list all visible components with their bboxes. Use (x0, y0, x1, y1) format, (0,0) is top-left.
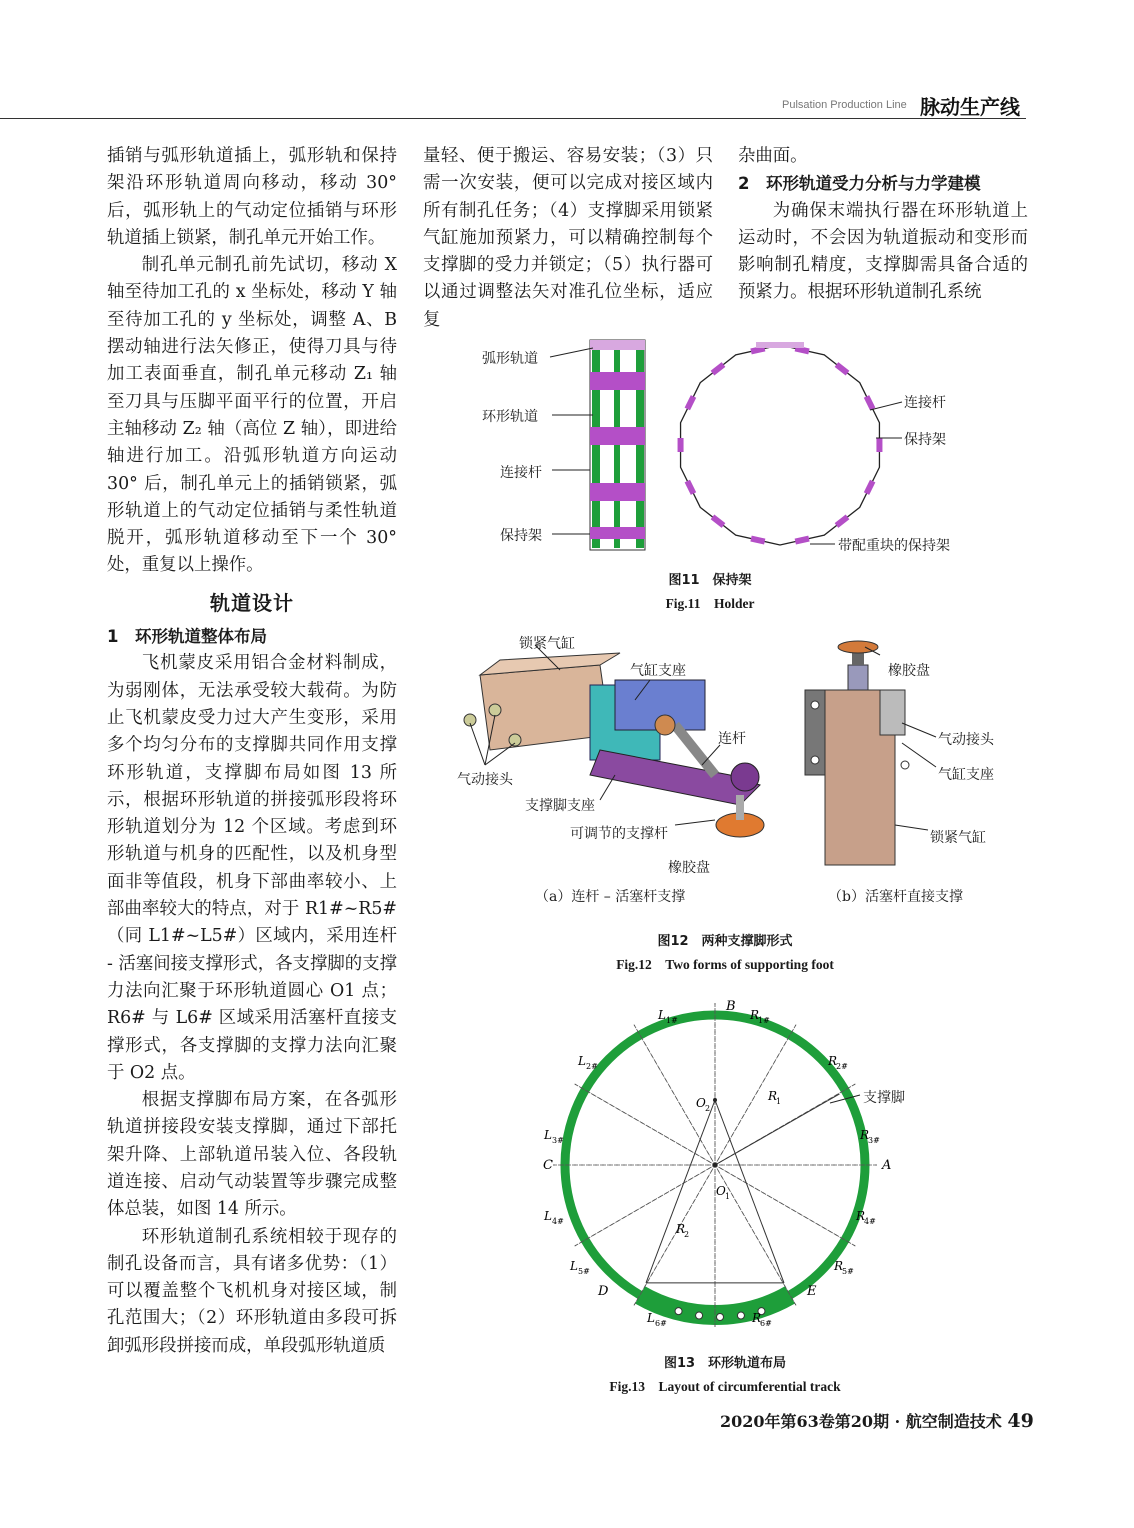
fig12-caption-en: Fig.12 Two forms of supporting foot (616, 957, 834, 972)
fig12-label-seat-b: 气缸支座 (938, 767, 994, 783)
fig11-caption-en: Fig.11 Holder (665, 596, 755, 611)
fig12-label-seat: 气缸支座 (630, 663, 686, 679)
point-B: B (726, 999, 736, 1014)
region-label-r2: R (828, 1054, 838, 1068)
fig12-label-pneu-b: 气动接头 (938, 732, 994, 748)
fig12-sub-a: （a）连杆 – 活塞杆支撑 (535, 889, 686, 905)
focus-point (713, 1098, 717, 1102)
region-subscript: 4# (864, 1217, 876, 1226)
region-label-r3: R (860, 1128, 870, 1142)
fig12-label-adj: 可调节的支撑杆 (570, 826, 668, 842)
support-foot-hole (675, 1308, 682, 1315)
point-C: C (543, 1158, 553, 1173)
running-header-en: Pulsation Production Line (782, 99, 907, 111)
paragraph: 根据支撑脚布局方案，在各弧形轨道拼接段安装支撑脚，通过下部托架升降、上部轨道吊装入位、各段轨道连接、启动气动装置等步骤完成整体总装，如图 14 所示。 (107, 1090, 397, 1220)
fig11-caption-cn: 图11 保持架 (668, 573, 752, 588)
region-subscript: 5# (842, 1267, 854, 1276)
svg-text:2: 2 (684, 1230, 690, 1239)
fig12-label-pad: 橡胶盘 (668, 860, 710, 876)
paragraph: 为确保末端执行器在环形轨道上运动时，不会因为轨道振动和变形而影响制孔精度，支撑脚需具备合适的预紧力。根据环形轨道制孔系统 (738, 200, 1028, 303)
holder-segment (835, 515, 850, 528)
region-subscript: 2# (586, 1062, 598, 1071)
subsection-heading: 2 环形轨道受力分析与力学建模 (738, 174, 981, 194)
fig12-label-pad-b: 橡胶盘 (888, 663, 930, 679)
svg-text:1: 1 (776, 1097, 782, 1106)
fig13-caption-en: Fig.13 Layout of circumferential track (609, 1379, 841, 1394)
subsection-heading: 1 环形轨道整体布局 (107, 627, 267, 647)
paragraph: 环形轨道制孔系统相较于现存的制孔设备而言，具有诸多优势：（1）可以覆盖整个飞机机身对接区域，制孔范围大；（2）环形轨道由多段可拆卸弧形段拼接而成，单段弧形轨道质 (107, 1226, 397, 1356)
region-label-l4: L (544, 1209, 552, 1223)
support-foot-hole (696, 1312, 703, 1319)
region-subscript: 6# (760, 1319, 772, 1328)
fig13-caption-cn: 图13 环形轨道布局 (663, 1356, 787, 1371)
holder-segment (795, 536, 810, 545)
region-subscript: 4# (552, 1217, 564, 1226)
holder-segment (835, 362, 850, 375)
journal-info: 2020年第63卷第20期 · 航空制造技术 (720, 1412, 1002, 1431)
fig12-label-pneu: 气动接头 (457, 772, 513, 788)
holder-segment (685, 395, 697, 410)
figure-13-track-layout (530, 995, 920, 1340)
running-header-cn: 脉动生产线 (920, 95, 1020, 119)
support-foot-hole (717, 1314, 724, 1321)
holder-segment (711, 515, 726, 528)
ring-outline (681, 345, 880, 545)
holder-segment (711, 362, 726, 375)
fig13-label-foot: 支撑脚 (863, 1090, 905, 1106)
fig11-label-holder-right: 保持架 (904, 432, 946, 448)
point-A: A (882, 1158, 892, 1173)
paragraph: 插销与弧形轨道插上，弧形轨和保持架沿环形轨道周向移动，移动 30° 后，弧形轨上的气动定位插销与环形轨道插上锁紧，制孔单元开始工作。 (107, 146, 397, 248)
region-subscript: 3# (552, 1136, 564, 1145)
holder-segment (685, 480, 697, 495)
region-label-r1: R (750, 1008, 760, 1022)
column-2 (423, 143, 713, 334)
holder-segment (678, 438, 684, 452)
fig12-label-link: 连杆 (718, 731, 746, 747)
paragraph: 飞机蒙皮采用铝合金材料制成，为弱刚体，无法承受较大载荷。为防止飞机蒙皮受力过大产生变形，采用多个均匀分布的支撑脚共同作用支撑环形轨道，支撑脚布局如图 13 所示，根据环形轨道的拼接弧形段将环形轨道划分为 12 个区域。考虑到环形轨道与机身的匹配性，以及机身型面非等值段，机身下部曲率较小、上部曲率较大的特点，对于 R1#~R5#（同 L1#~L5#）区域内，采用连杆 - 活塞间接支撑形式，各支撑脚的支撑力法向汇聚于环形轨道圆心 O1 点；R6# 与 L6# 区域采用活塞杆直接支撑形式，各支撑脚的支撑力法向汇聚于 O2 点。 (107, 653, 397, 1083)
point-O1: O (716, 1184, 726, 1198)
holder-strip-diagram (590, 340, 645, 550)
fig11-label-counterweight: 带配重块的保持架 (838, 538, 950, 554)
fig12-label-lock: 锁紧气缸 (519, 636, 575, 652)
fig11-label-rod-right: 连接杆 (904, 395, 946, 411)
holder-segment (864, 480, 876, 495)
section-heading: 轨道设计 (210, 590, 294, 615)
fig11-label-holder: 保持架 (500, 528, 542, 544)
region-labels (543, 1008, 880, 1328)
region-label-l5: L (570, 1259, 578, 1273)
page-footer (720, 1409, 1034, 1432)
force-line (646, 1100, 715, 1283)
fig11-label-rod: 连接杆 (500, 465, 542, 481)
arc-track-segment (756, 342, 804, 348)
column-3 (738, 143, 1028, 307)
point-D: D (598, 1284, 609, 1299)
fig12-sub-b: （b）活塞杆直接支撑 (828, 889, 963, 905)
region-label-l3: L (544, 1128, 552, 1142)
paragraph: 杂曲面。 (738, 146, 808, 166)
fig12-label-lock-b: 锁紧气缸 (930, 830, 986, 846)
point-E: E (807, 1284, 817, 1299)
region-subscript: 3# (868, 1136, 880, 1145)
holder-segment (864, 395, 876, 410)
region-label-l2: L (578, 1054, 586, 1068)
page-number: 49 (1007, 1410, 1034, 1432)
paragraph: 量轻、便于搬运、容易安装；（3）只需一次安装，便可以完成对接区域内所有制孔任务；（4）支撑脚采用锁紧气缸施加预紧力，可以精确控制每个支撑脚的受力并锁定；（5）执行器可以通过调整法矢对准孔位坐标，适应复 (423, 146, 713, 330)
radius-R2: R (676, 1222, 686, 1236)
track-layout-diagram (553, 1003, 877, 1327)
region-label-l6: L (647, 1311, 655, 1325)
support-foot-hole (737, 1312, 744, 1319)
header-rule (0, 118, 1026, 119)
fig12-label-base: 支撑脚支座 (525, 798, 595, 814)
radius-R1: R (768, 1089, 778, 1103)
region-subscript: 2# (836, 1062, 848, 1071)
region-label-r4: R (856, 1209, 866, 1223)
region-subscript: 1# (758, 1016, 770, 1025)
center-point (713, 1163, 718, 1168)
region-label-r5: R (834, 1259, 844, 1273)
region-subscript: 6# (655, 1319, 667, 1328)
holder-segment (876, 438, 882, 452)
paragraph: 制孔单元制孔前先试切，移动 X 轴至待加工孔的 x 坐标处，移动 Y 轴至待加工孔的 y 坐标处，调整 A、B 摆动轴进行法矢修正，使得刀具与待加工表面垂直，制孔单元移动 Z₁ 轴至刀具与压脚平面平行的位置，开启主轴移动 Z₂ 轴（高位 Z 轴），即进给轴进行加工。沿弧形轨道方向运动 30° 后，制孔单元上的插销锁紧，弧形轨道上的气动定位插销与柔性轨道脱开，弧形轨道移动至下一个 30° 处，重复以上操作。 (107, 255, 397, 576)
fig11-label-arc: 弧形轨道 (482, 351, 538, 367)
region-label-r6: R (752, 1311, 762, 1325)
region-label-l1: L (658, 1008, 666, 1022)
point-O2: O (696, 1096, 706, 1110)
fig11-label-ring: 环形轨道 (482, 409, 538, 425)
holder-segment (750, 536, 765, 545)
region-subscript: 1# (666, 1016, 678, 1025)
column-1 (107, 143, 397, 1360)
svg-text:1: 1 (725, 1192, 731, 1201)
region-subscript: 5# (578, 1267, 590, 1276)
fig12-caption-cn: 图12 两种支撑脚形式 (657, 934, 793, 949)
svg-text:2: 2 (705, 1104, 711, 1113)
holder-ring-diagram (678, 342, 883, 545)
